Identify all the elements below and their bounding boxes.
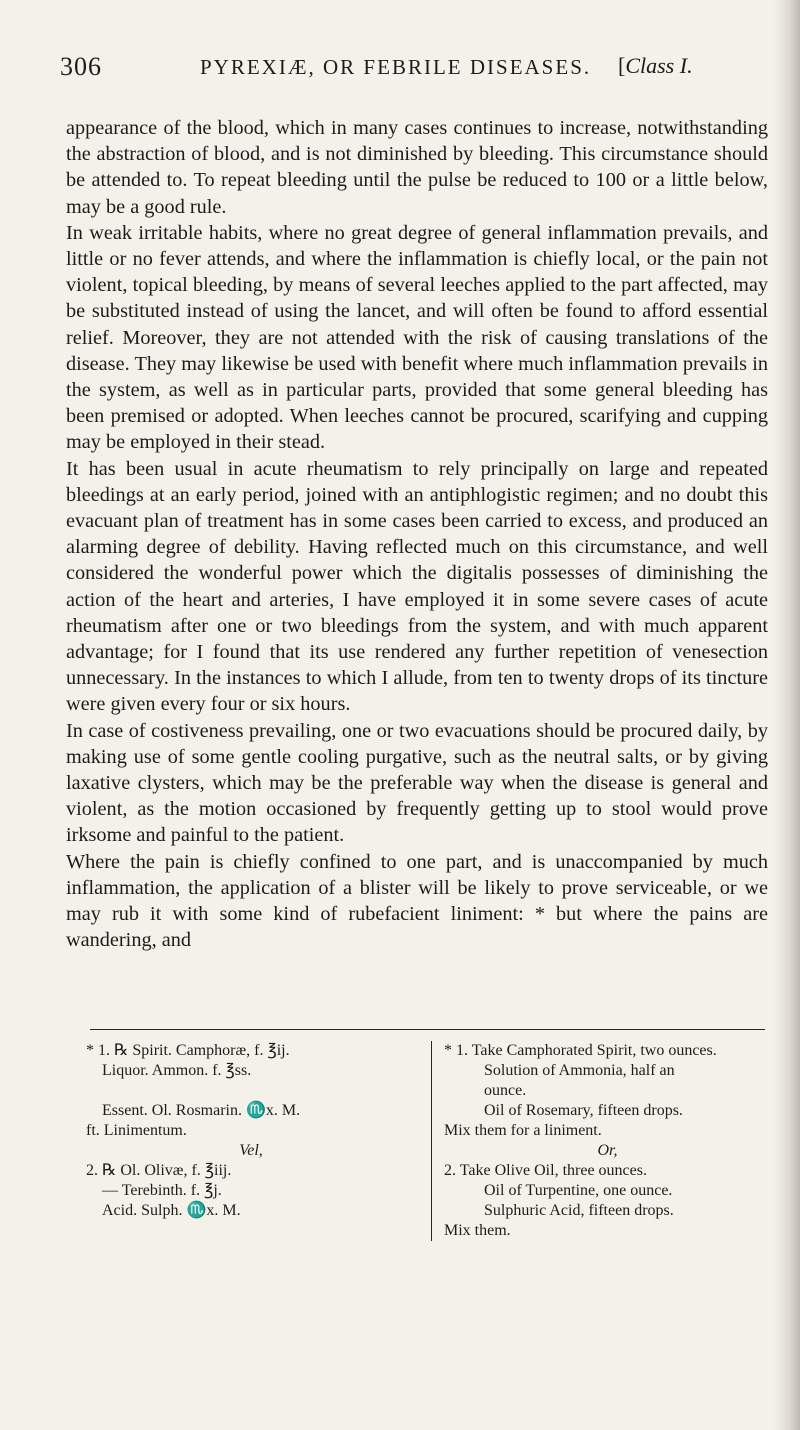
paragraph: In case of costiveness prevailing, one or two evacuations should be procured daily, by making use of some gentle cooling purgative, such as the neutral salts, or by giving laxative clysters, which may be the preferable way when the disease is general and violent, as the motion occasioned by frequently getting up to stool would prove irksome and painful to the patient. xyxy=(66,719,768,847)
footnote-line: Essent. Ol. Rosmarin. ♏x. M. xyxy=(102,1102,301,1119)
footnote-line: 2. ℞ Ol. Olivæ, f. ℥iij. xyxy=(86,1162,232,1179)
footnote-line: Oil of Rosemary, fifteen drops. xyxy=(484,1102,683,1119)
footnote-line: Mix them. xyxy=(444,1222,511,1239)
body-text xyxy=(66,115,768,954)
footnote-line: Mix them for a liniment. xyxy=(444,1122,602,1139)
footnote-line: Vel, xyxy=(239,1142,263,1159)
page-number: 306 xyxy=(60,52,102,81)
paragraph: Where the pain is chiefly confined to one part, and is unaccompanied by much inflammation, the application of a blister will be likely to prove serviceable, or we may rub it with some kind of rubefacient liniment: * but where the pains are wandering, and xyxy=(66,850,768,952)
footnote-line: ounce. xyxy=(484,1082,527,1099)
footnote-line: * 1. Take Camphorated Spirit, two ounces. xyxy=(444,1042,717,1059)
footnote-line: * 1. ℞ Spirit. Camphoræ, f. ℥ij. xyxy=(86,1042,290,1059)
running-title: PYREXIÆ, OR FEBRILE DISEASES. xyxy=(200,55,592,79)
footnote-line: ft. Linimentum. xyxy=(86,1122,187,1139)
footnote-latin xyxy=(86,1041,416,1221)
class-mark xyxy=(618,53,693,79)
footnote-line: Liquor. Ammon. f. ℥ss. xyxy=(102,1062,252,1079)
paragraph: appearance of the blood, which in many cases continues to increase, notwithstanding the abstraction of blood, and is not diminished by bleeding. This circumstance should be attended to. To repeat bleeding until the pulse be reduced to 100 or a little below, may be a good rule. xyxy=(66,117,768,218)
footnote-line: Acid. Sulph. ♏x. M. xyxy=(102,1202,241,1219)
class-mark-text: Class I. xyxy=(625,53,693,78)
footnote-rule xyxy=(90,1029,765,1030)
page-edge-shadow xyxy=(774,0,800,1430)
footnote-line: Solution of Ammonia, half an xyxy=(484,1062,675,1079)
footnote-line: Sulphuric Acid, fifteen drops. xyxy=(484,1202,674,1219)
class-mark-bracket: [ xyxy=(618,53,626,78)
footnote-line: Or, xyxy=(597,1142,618,1159)
footnote-line: Oil of Turpentine, one ounce. xyxy=(484,1182,673,1199)
paragraph: It has been usual in acute rheumatism to rely principally on large and repeated bleedings at an early period, joined with an antiphlogistic regimen; and no doubt this evacuant plan of treatment has in some cases been carried to excess, and produced an alarming degree of debility. Having reflected much on this circumstance, and well considered the wonderful power which the digitalis possesses of diminishing the action of the heart and arteries, I have employed it in some severe cases of acute rheumatism after one or two bleedings from the system, and with much apparent advantage; for I found that its use rendered any further repetition of venesection unnecessary. In the instances to which I allude, from ten to twenty drops of its tincture were given every four or six hours. xyxy=(66,457,768,716)
footnote-line: — Terebinth. f. ℥j. xyxy=(102,1182,222,1199)
footnote-english xyxy=(431,1041,771,1241)
paragraph: In weak irritable habits, where no great degree of general inflammation prevails, and little or no fever attends, and where the inflammation is chiefly local, or the pain not violent, topical bleeding, by means of several leeches applied to the part affected, may be substituted instead of using the lancet, and will often be found to afford essential relief. Moreover, they are not attended with the risk of causing translations of the disease. They may likewise be used with benefit where much inflammation prevails in the system, as well as in particular parts, provided that some general bleeding has been premised or adopted. When leeches cannot be procured, scarifying and cupping may be employed in their stead. xyxy=(66,221,768,454)
footnote-line: 2. Take Olive Oil, three ounces. xyxy=(444,1162,647,1179)
page-header xyxy=(0,52,800,92)
